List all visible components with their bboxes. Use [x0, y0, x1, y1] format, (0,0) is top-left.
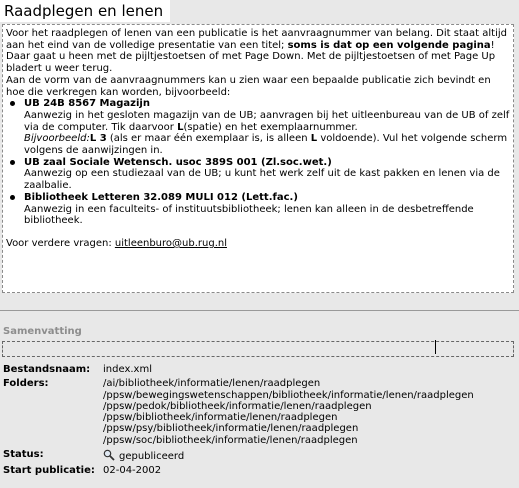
page-title: Raadplegen en lenen	[4, 2, 164, 20]
folder-path: /ppsw/pedok/bibliotheek/informatie/lenen/raadplegen	[103, 400, 372, 412]
folders-list	[103, 378, 517, 446]
bullet-icon	[10, 160, 15, 165]
start-row	[3, 465, 517, 476]
example-list	[24, 98, 512, 227]
section-divider	[0, 310, 519, 311]
list-item	[24, 192, 512, 227]
contact-line	[6, 238, 512, 250]
example-description	[24, 110, 512, 133]
example-description: Aanwezig op een studiezaal van de UB; u kunt het werk zelf uit de kast pakken en lenen via de zaalbalie.	[24, 168, 500, 192]
status-value-wrap	[103, 449, 517, 462]
example-text: Aanwezig in het gesloten magazijn van de UB; aanvragen bij het uitleenbureau van de UB of zelf via de computer. Tik daarvoor	[24, 109, 510, 133]
intro-bold-text: soms is dat op een volgende pagina	[287, 39, 491, 51]
example-sample-bold-2: L	[310, 133, 318, 145]
magnifier-icon[interactable]	[103, 449, 115, 461]
folder-path: /ai/bibliotheek/informatie/lenen/raadplegen	[103, 378, 321, 390]
content-body	[6, 28, 512, 250]
summary-input[interactable]	[2, 341, 514, 357]
example-sample	[24, 133, 512, 156]
bullet-icon	[10, 195, 15, 200]
filename-label: Bestandsnaam:	[3, 364, 91, 375]
list-item	[24, 157, 512, 192]
title-bar	[0, 0, 170, 22]
status-value: gepubliceerd	[119, 451, 185, 463]
status-row	[3, 449, 517, 462]
start-label: Start publicatie:	[3, 465, 95, 477]
spacer	[6, 227, 512, 238]
content-editor[interactable]	[2, 24, 514, 293]
contact-email-link[interactable]: uitleenburo@ub.rug.nl	[114, 237, 227, 249]
filename-row	[3, 364, 517, 375]
contact-label: Voor verdere vragen:	[6, 237, 115, 249]
intro-paragraph-2: Aan de vorm van de aanvraagnummers kan u zien waar een bepaalde publicatie zich bevindt en hoe die verkregen kan worden, bijvoorbeeld:	[6, 74, 491, 98]
intro-paragraph	[6, 28, 512, 75]
folders-row	[3, 378, 517, 446]
folder-path: /ppsw/bewegingswetenschappen/bibliotheek/informatie/lenen/raadplegen	[103, 389, 474, 401]
folders-label: Folders:	[3, 378, 49, 390]
status-label: Status:	[3, 449, 44, 461]
intro-text: Voor het raadplegen of lenen van een publicatie is het aanvraagnummer van belang. Dit staat altijd aan het eind van de volledige presentatie van een titel;	[6, 28, 507, 51]
example-text-bold: L	[177, 121, 184, 133]
start-date-value: 02-04-2002	[103, 465, 162, 477]
bullet-icon	[10, 101, 15, 106]
example-label: Bijvoorbeeld:	[24, 133, 90, 145]
example-description: Aanwezig in een faculteits- of instituutsbibliotheek; lenen kan alleen in de desbetreffende bibliotheek.	[24, 203, 474, 227]
metadata-panel	[3, 364, 517, 480]
example-sample-bold: L 3	[89, 133, 107, 145]
intro-text-2: ! Daar gaat u heen met de pijltjestoetsen of met Page Down. Met de pijltjestoetsen of met Page Up bladert u weer terug.	[6, 39, 496, 75]
example-sample-text-2: voldoende). Vul het volgende scherm volgens de aanwijzingen in.	[24, 133, 508, 157]
list-item	[24, 98, 512, 157]
example-sample-text: (als er maar één exemplaar is, is alleen	[106, 133, 311, 145]
example-code: Bibliotheek Letteren 32.089 MULI 012 (Lett.fac.)	[24, 191, 298, 203]
folder-path: /ppsw/soc/bibliotheek/informatie/lenen/raadplegen	[103, 434, 358, 446]
filename-value: index.xml	[103, 364, 152, 375]
example-code: UB zaal Sociale Wetensch. usoc 389S 001 (Zl.soc.wet.)	[24, 156, 332, 168]
example-text-2: (spatie) en het exemplaarnummer.	[183, 121, 358, 133]
summary-heading: Samenvatting	[3, 326, 82, 337]
example-code: UB 24B 8567 Magazijn	[24, 98, 150, 110]
folder-path: /ppsw/psy/bibliotheek/informatie/lenen/raadplegen	[103, 423, 359, 435]
text-cursor	[435, 340, 436, 354]
folder-path: /ppsw/bibliotheek/informatie/lenen/raadplegen	[103, 412, 338, 424]
